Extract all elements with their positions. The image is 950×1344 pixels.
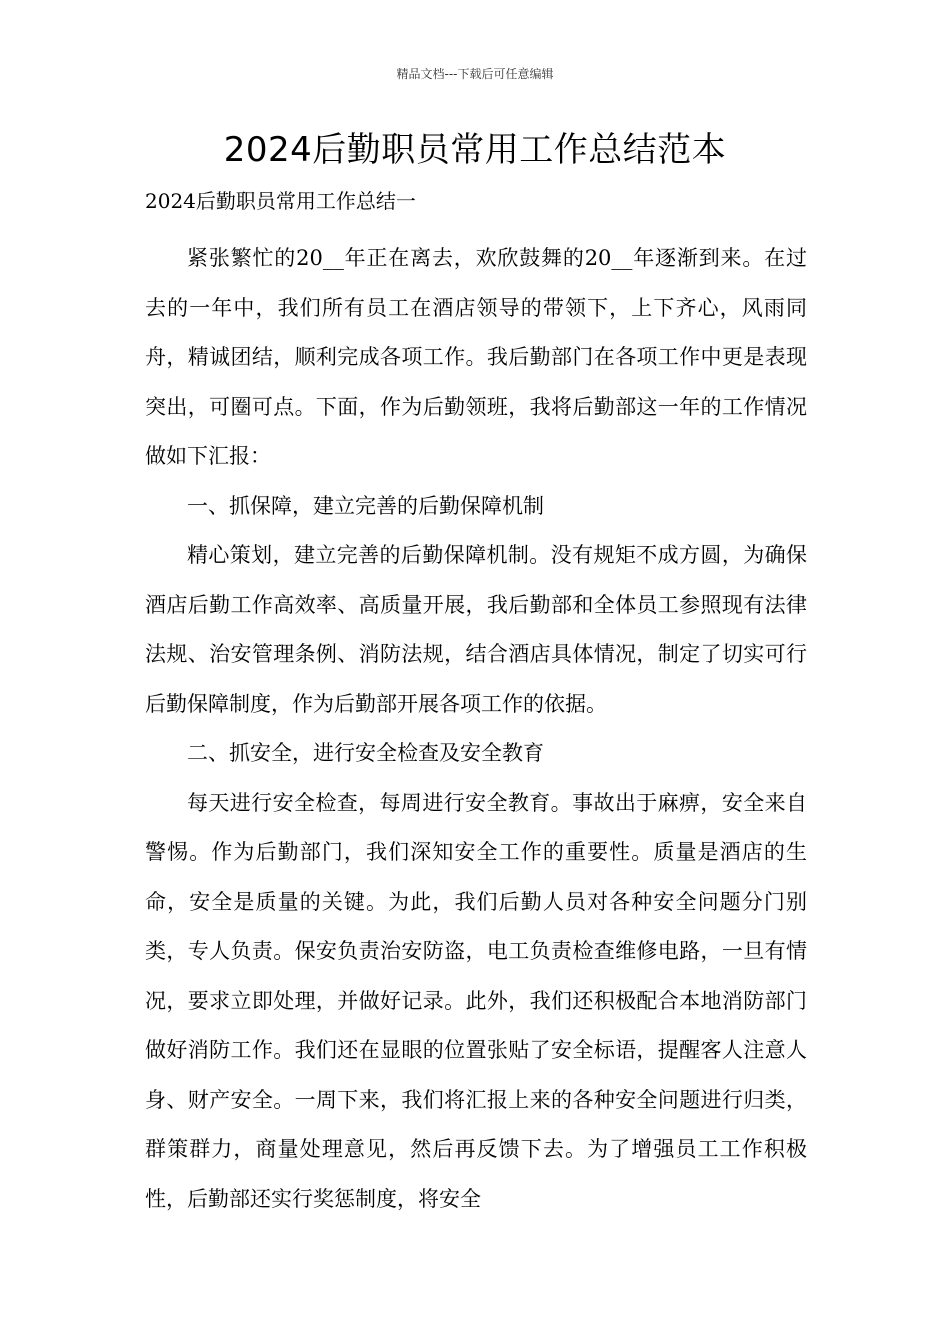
section-heading-2: 二、抓安全，进行安全检查及安全教育 — [187, 741, 544, 765]
section-heading-1: 一、抓保障，建立完善的后勤保障机制 — [187, 493, 544, 518]
document-subtitle: 2024后勤职员常用工作总结一 — [145, 189, 416, 213]
paragraph-section-2: 每天进行安全检查，每周进行安全教育。事故出于麻痹，安全来自警惕。作为后勤部门，我们深知安全工作的重要性。质量是酒店的生命，安全是质量的关键。为此，我们后勤人员对各种安全问题分门别类，专人负责。保安负责治安防盗，电工负责检查维修电路，一旦有情况，要求立即处理，并做好记录。此外，我们还积极配合本地消防部门做好消防工作。我们还在显眼的位置张贴了安全标语，提醒客人注意人身、财产安全。一周下来，我们将汇报上来的各种安全问题进行归类，群策群力，商量处理意见，然后再反馈下去。为了增强员工工作积极性，后勤部还实行奖惩制度，将安全 — [145, 790, 807, 1211]
paragraph-intro: 紧张繁忙的20__年正在离去，欢欣鼓舞的20__年逐渐到来。在过去的一年中，我们所有员工在酒店领导的带领下，上下齐心，风雨同舟，精诚团结，顺利完成各项工作。我后勤部门在各项工作中更是表现突出，可圈可点。下面，作为后勤领班，我将后勤部这一年的工作情况做如下汇报： — [145, 246, 807, 468]
paragraph-section-1: 精心策划，建立完善的后勤保障机制。没有规矩不成方圆，为确保酒店后勤工作高效率、高质量开展，我后勤部和全体员工参照现有法律法规、治安管理条例、消防法规，结合酒店具体情况，制定了切实可行后勤保障制度，作为后勤部开展各项工作的依据。 — [145, 543, 807, 716]
page-header-watermark: 精品文档---下载后可任意编辑 — [396, 67, 554, 81]
document-body — [145, 234, 807, 1224]
document-title: 2024后勤职员常用工作总结范本 — [223, 130, 727, 170]
